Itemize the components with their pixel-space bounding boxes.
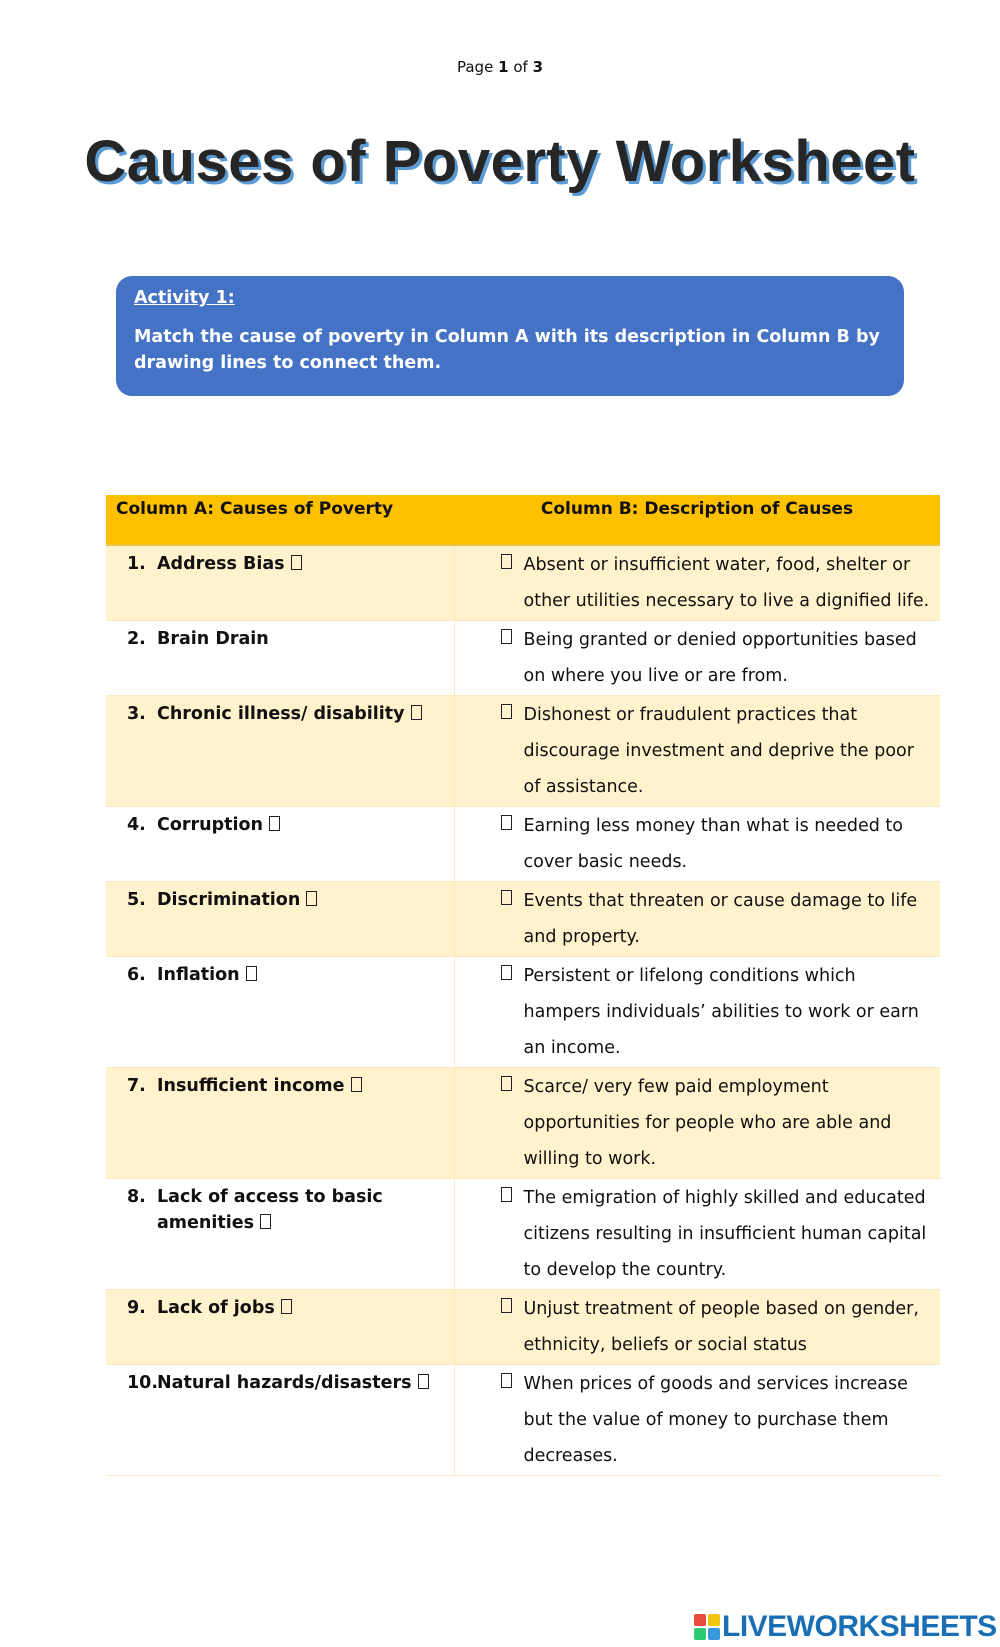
- table-row: [106, 807, 940, 882]
- cause-number: 4.: [127, 815, 146, 835]
- description-cell: [454, 1290, 940, 1365]
- logo-text: LIVEWORKSHEETS: [722, 1610, 997, 1643]
- cause-number: 7.: [127, 1076, 146, 1096]
- description-text[interactable]: Dishonest or fraudulent practices that discourage investment and deprive the poor of assistance.: [523, 705, 914, 797]
- description-cell: [454, 957, 940, 1068]
- cause-cell: [106, 696, 454, 807]
- description-cell: [454, 621, 940, 696]
- connector-box-icon[interactable]: [501, 554, 512, 569]
- cause-cell: [106, 1068, 454, 1179]
- cause-cell: [106, 545, 454, 621]
- cause-cell: [106, 807, 454, 882]
- table-header-row: [106, 495, 940, 545]
- description-cell: [454, 1365, 940, 1476]
- cause-text[interactable]: Corruption: [157, 815, 263, 835]
- cause-number: 1.: [127, 554, 146, 574]
- cause-number: 8.: [127, 1187, 146, 1207]
- activity-box: [116, 276, 904, 396]
- cause-text[interactable]: Natural hazards/disasters: [157, 1373, 412, 1393]
- description-text[interactable]: When prices of goods and services increase but the value of money to purchase them decreases.: [523, 1374, 908, 1466]
- column-a-header: Column A: Causes of Poverty: [106, 495, 454, 545]
- connector-box-icon[interactable]: [418, 1374, 429, 1389]
- liveworksheets-logo-icon: [694, 1614, 720, 1640]
- table-row: [106, 882, 940, 957]
- table-row: [106, 696, 940, 807]
- cause-cell: [106, 1179, 454, 1290]
- cause-text[interactable]: Lack of jobs: [157, 1298, 275, 1318]
- description-text[interactable]: The emigration of highly skilled and educated citizens resulting in insufficient human capital to develop the country.: [523, 1188, 927, 1280]
- connector-box-icon[interactable]: [291, 555, 302, 570]
- description-cell: [454, 696, 940, 807]
- connector-box-icon[interactable]: [501, 704, 512, 719]
- description-text[interactable]: Events that threaten or cause damage to life and property.: [523, 891, 918, 947]
- description-cell: [454, 882, 940, 957]
- connector-box-icon[interactable]: [501, 1076, 512, 1091]
- cause-cell: [106, 882, 454, 957]
- table-row: [106, 621, 940, 696]
- connector-box-icon[interactable]: [501, 965, 512, 980]
- description-text[interactable]: Being granted or denied opportunities based on where you live or are from.: [523, 630, 917, 686]
- table-row: [106, 1290, 940, 1365]
- table-row: [106, 1179, 940, 1290]
- cause-number: 2.: [127, 629, 146, 649]
- table-row: [106, 545, 940, 621]
- connector-box-icon[interactable]: [501, 1187, 512, 1202]
- connector-box-icon[interactable]: [501, 1373, 512, 1388]
- connector-box-icon[interactable]: [260, 1214, 271, 1229]
- activity-instruction: Match the cause of poverty in Column A with its description in Column B by drawing lines to connect them.: [134, 327, 880, 373]
- cause-cell: [106, 957, 454, 1068]
- page-number: Page 1 of 3: [456, 58, 543, 76]
- connector-box-icon[interactable]: [501, 890, 512, 905]
- connector-box-icon[interactable]: [501, 629, 512, 644]
- cause-text[interactable]: Address Bias: [157, 554, 285, 574]
- connector-box-icon[interactable]: [269, 816, 280, 831]
- cause-text[interactable]: Insufficient income: [157, 1076, 345, 1096]
- connector-box-icon[interactable]: [281, 1299, 292, 1314]
- cause-text[interactable]: Inflation: [157, 965, 240, 985]
- cause-number: 5.: [127, 890, 146, 910]
- description-text[interactable]: Persistent or lifelong conditions which hampers individuals’ abilities to work or earn an income.: [523, 966, 919, 1058]
- cause-cell: [106, 621, 454, 696]
- description-text[interactable]: Absent or insufficient water, food, shelter or other utilities necessary to live a dignified life.: [523, 555, 930, 611]
- description-cell: [454, 1068, 940, 1179]
- cause-text[interactable]: Lack of access to basic amenities: [157, 1187, 383, 1233]
- cause-text[interactable]: Chronic illness/ disability: [157, 704, 405, 724]
- cause-number: 3.: [127, 704, 146, 724]
- description-cell: [454, 807, 940, 882]
- table-row: [106, 957, 940, 1068]
- connector-box-icon[interactable]: [411, 705, 422, 720]
- cause-cell: [106, 1365, 454, 1476]
- worksheet-title: Causes of Poverty Worksheet: [84, 129, 916, 194]
- connector-box-icon[interactable]: [501, 1298, 512, 1313]
- connector-box-icon[interactable]: [501, 815, 512, 830]
- description-cell: [454, 1179, 940, 1290]
- table-row: [106, 1365, 940, 1476]
- liveworksheets-logo: [694, 1611, 997, 1643]
- cause-number: 9.: [127, 1298, 146, 1318]
- activity-heading: Activity 1:: [134, 288, 235, 308]
- cause-cell: [106, 1290, 454, 1365]
- connector-box-icon[interactable]: [351, 1077, 362, 1092]
- description-text[interactable]: Earning less money than what is needed to cover basic needs.: [523, 816, 904, 872]
- column-b-header: Column B: Description of Causes: [454, 495, 940, 545]
- cause-number: 6.: [127, 965, 146, 985]
- matching-table: [106, 495, 940, 1476]
- description-text[interactable]: Unjust treatment of people based on gender, ethnicity, beliefs or social status: [523, 1299, 919, 1355]
- table-row: [106, 1068, 940, 1179]
- connector-box-icon[interactable]: [246, 966, 257, 981]
- cause-text[interactable]: Discrimination: [157, 890, 301, 910]
- cause-text[interactable]: Brain Drain: [157, 629, 269, 649]
- cause-number: 10.: [127, 1373, 159, 1393]
- connector-box-icon[interactable]: [306, 891, 317, 906]
- description-cell: [454, 545, 940, 621]
- description-text[interactable]: Scarce/ very few paid employment opportunities for people who are able and willing to work.: [523, 1077, 892, 1169]
